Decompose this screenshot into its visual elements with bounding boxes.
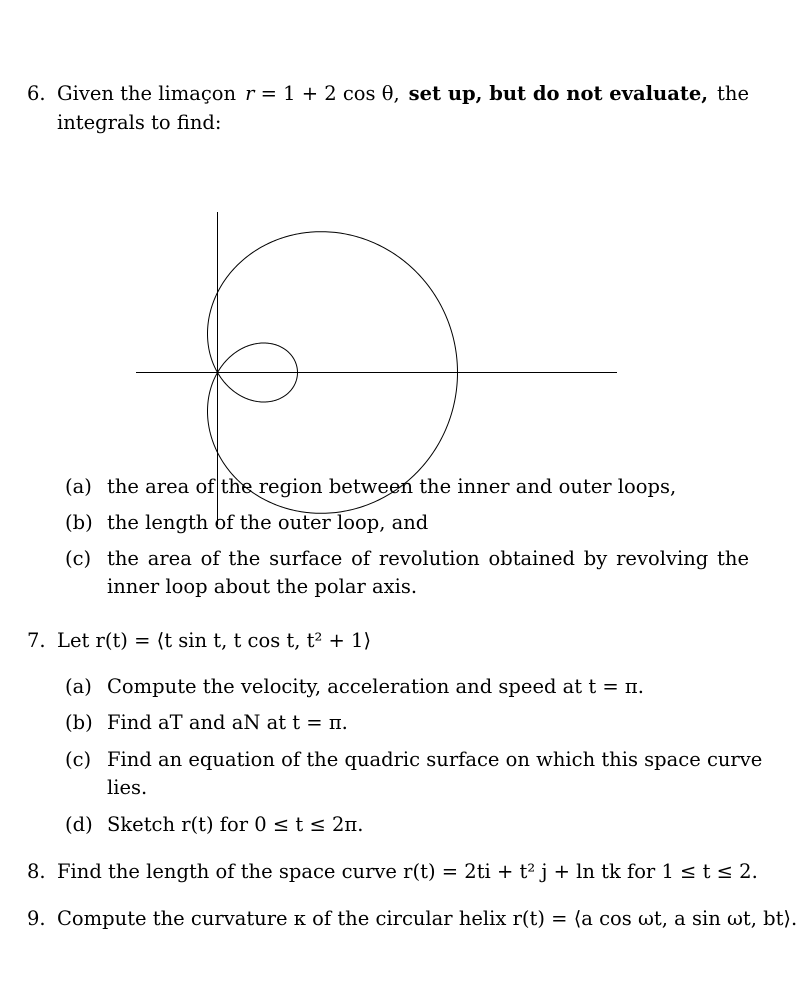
problem-9-number: 9. — [27, 907, 46, 930]
problem-6-part-a-label: (a) — [65, 475, 92, 498]
problem-6-equation: r = 1 + 2 cos θ, — [245, 82, 400, 105]
problem-7-part-a-text: Compute the velocity, acceleration and speed at t = π. — [107, 675, 644, 698]
problem-6-intro-pre: Given the limaçon — [57, 82, 237, 105]
problem-6-line2: integrals to find: — [57, 111, 222, 134]
problem-8-number: 8. — [27, 860, 46, 883]
problem-6-line1 — [57, 84, 749, 104]
problem-6-part-c-text2: inner loop about the polar axis. — [107, 575, 418, 598]
problem-6-number: 6. — [27, 82, 46, 105]
problem-6-bold: set up, but do not evaluate, — [408, 82, 709, 105]
problem-6-part-a-text: the area of the region between the inner and outer loops, — [107, 475, 677, 498]
problem-7-part-c-text2: lies. — [107, 776, 148, 799]
problem-6-part-b-label: (b) — [65, 511, 93, 534]
problem-7-part-c-label: (c) — [65, 748, 92, 771]
problem-6-post: the — [717, 82, 749, 105]
problem-8-text: Find the length of the space curve r(t) = 2ti + t² j + ln tk for 1 ≤ t ≤ 2. — [57, 860, 758, 883]
problem-7-part-b-label: (b) — [65, 711, 93, 734]
problem-6-part-c-text: the area of the surface of revolution obtained by revolving the — [107, 547, 749, 570]
problem-7-intro: Let r(t) = ⟨t sin t, t cos t, t² + 1⟩ — [57, 629, 372, 652]
problem-7-part-a-label: (a) — [65, 675, 92, 698]
problem-7-part-b-text: Find aT and aN at t = π. — [107, 711, 348, 734]
problem-7-number: 7. — [27, 629, 46, 652]
problem-7-part-d-text: Sketch r(t) for 0 ≤ t ≤ 2π. — [107, 813, 364, 836]
problem-7-part-c-text: Find an equation of the quadric surface on which this space curve — [107, 748, 763, 771]
problem-9-text: Compute the curvature κ of the circular helix r(t) = ⟨a cos ωt, a sin ωt, bt⟩. — [57, 907, 798, 930]
problem-7-part-d-label: (d) — [65, 813, 93, 836]
problem-6-part-c-label: (c) — [65, 547, 92, 570]
problem-6-part-b-text: the length of the outer loop, and — [107, 511, 429, 534]
